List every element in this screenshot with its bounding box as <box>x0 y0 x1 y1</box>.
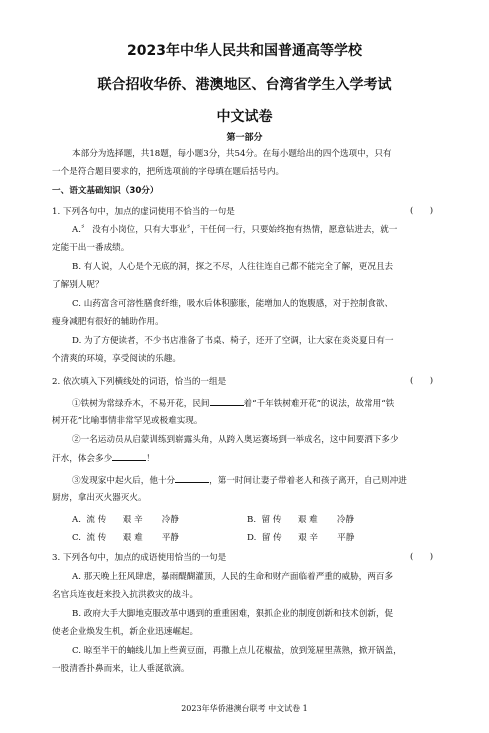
page-footer: 2023年华侨港澳台联考 中文试卷 1 <box>181 704 308 713</box>
q2-stem: 2. 依次填入下列横线处的词语，恰当的一组是 <box>52 377 227 387</box>
intro-line-2: 一个是符合题目要求的，把所选项前的字母填在题后括号内。 <box>52 167 285 177</box>
q2-sentence3-line1 <box>72 474 407 487</box>
q3-option-b-line1: B. 政府大手大脚地克服改革中遇到的重重困难，狠抓企业的制度创新和技术创新，促 <box>72 609 394 619</box>
q1-answer-blank[interactable]: ( ) <box>410 206 434 216</box>
exam-subject-title: 中文试卷 <box>216 109 273 125</box>
q2-sentence1-line1 <box>72 397 394 410</box>
fill-blank-2[interactable] <box>112 452 146 461</box>
q1-option-d-line2: 个清爽的环境，享受阅读的乐趣。 <box>52 354 181 364</box>
section-heading: 一、语文基础知识（30分） <box>52 186 159 196</box>
q2-s2-part-c: ！ <box>146 454 155 464</box>
q1-option-c-line2: 瘦身减肥有很好的辅助作用。 <box>52 317 164 327</box>
q2-option-b: B. 留 传 艰 难 冷静 <box>247 515 355 525</box>
q3-option-a-line2: 名官兵连夜赶来投入抗洪救灾的战斗。 <box>52 590 199 600</box>
exam-title-line1: 2023年中华人民共和国普通高等学校 <box>127 43 362 59</box>
q3-answer-blank[interactable]: ( ) <box>410 552 434 562</box>
q3-stem: 3. 下列各句中，加点的成语使用恰当的一句是 <box>52 553 227 563</box>
q1-option-a-line1: A.〞 没有小岗位，只有大事业〞，干任何一行，只要始终抱有热情，愿意钻进去，就一 <box>72 225 398 235</box>
q1-option-d-line1: D. 为了方便读者，不少书店准备了书桌、椅子，还开了空调，让大家在炎炎夏日有一 <box>72 336 394 346</box>
q1-option-b-line2: 了解别人呢？ <box>52 280 104 290</box>
q3-option-c-line2: 一股清香扑鼻而来，让人垂涎欲滴。 <box>52 664 190 674</box>
q3-option-c-line1: C. 晾至半干的蝻线儿加上些黄豆面，再撒上点儿花椒盐，放到笼屉里蒸熟，掀开锅盖， <box>72 646 402 656</box>
q1-option-b-line1: B. 有人说，人心是个无底的洞，探之不尽，人往往连自己都不能完全了解，更况且去 <box>72 262 394 272</box>
q2-sentence1-line2: 树开花”比喻事情非常罕见或极难实现。 <box>52 416 203 426</box>
q2-answer-blank[interactable]: ( ) <box>410 376 434 386</box>
q2-option-c: C. 流 传 艰 难 平静 <box>72 533 180 543</box>
q2-sentence2-line2 <box>52 452 155 465</box>
q2-s1-part-a: ①铁树为常绿乔木，不易开花，民间 <box>72 399 210 409</box>
q2-option-d: D. 留 传 艰 辛 平静 <box>247 533 355 543</box>
q2-s1-part-b: 着“千年铁树难开花”的说法，故常用“铁 <box>243 399 395 409</box>
exam-title-line2: 联合招收华侨、港澳地区、台湾省学生入学考试 <box>97 77 392 93</box>
q3-option-b-line2: 使老企业焕发生机，新企业迅速崛起。 <box>52 627 199 637</box>
q2-s3-part-a: ③发现家中起火后，他十分 <box>72 476 176 486</box>
fill-blank-1[interactable] <box>210 397 244 406</box>
q2-s2-part-b: 汗水，体会多少 <box>52 454 113 464</box>
q1-option-a-line2: 定能干出一番成绩。 <box>52 243 130 253</box>
q1-stem: 1. 下列各句中，加点的虚词使用不恰当的一句是 <box>52 207 235 217</box>
part-heading: 第一部分 <box>226 133 263 143</box>
q2-option-a: A. 流 传 艰 辛 冷静 <box>72 515 179 525</box>
q2-s3-part-b: ，第一时间让妻子带着老人和孩子离开，自己则冲进 <box>209 476 407 486</box>
intro-line-1: 本部分为选择题，共18题，每小题3分，共54分。在每小题给出的四个选项中，只有 <box>72 149 392 159</box>
q2-sentence2-line1: ②一名运动员从启蒙训练到崭露头角，从跨入奥运赛场到一举成名，这中间要洒下多少 <box>72 435 399 445</box>
q2-sentence3-line2: 厨房，拿出灭火器灭火。 <box>52 493 147 503</box>
fill-blank-3[interactable] <box>175 474 209 483</box>
q3-option-a-line1: A. 那天晚上狂风肆虐，暴雨醍醐灌顶，人民的生命和财产面临着严重的威胁，两百多 <box>72 572 394 582</box>
q1-option-c-line1: C. 山药富含可溶性膳食纤维，吸水后体积膨胀，能增加人的饱腹感，对于控制食欲、 <box>72 299 394 309</box>
